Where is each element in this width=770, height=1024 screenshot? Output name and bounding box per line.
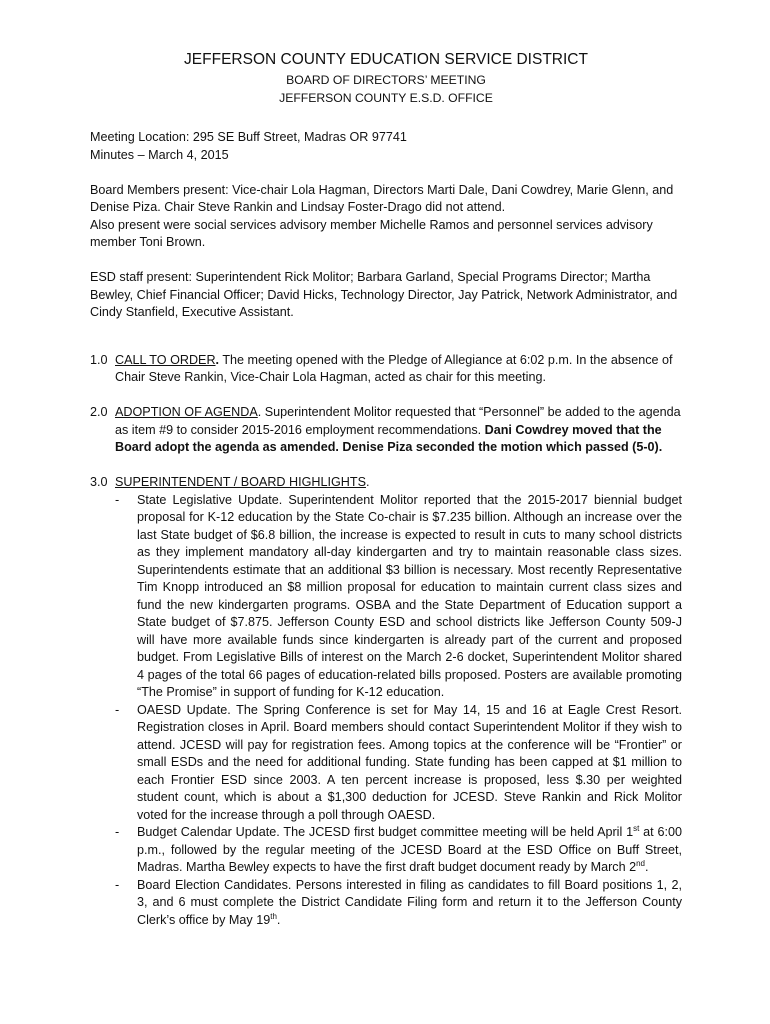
section-call-to-order (90, 352, 682, 387)
meeting-location: Meeting Location: 295 SE Buff Street, Madras OR 97741 (90, 130, 407, 144)
bullet-dash: - (115, 877, 120, 892)
bullet-dash: - (115, 492, 120, 507)
meeting-venue: JEFFERSON COUNTY E.S.D. OFFICE (279, 90, 493, 105)
oaesd-update-text: OAESD Update. The Spring Conference is set for May 14, 15 and 16 at Eagle Crest Resort. Registration closes in April. Board members should contact Superintendent Molitor if they wish to attend. JCESD will pay for registration fees. Among topics at the conference will be “Frontier” or small ESDs and the need for additional funding. State funding has been capped at $1 million to each Frontier ESD since 2003. A ten percent increase is proposed, less $.30 per weighted student count, which is about a $1,300 deduction for JCESD. Steve Rankin and Rick Molitor voted for the increase through a poll through OAESD. (137, 702, 682, 822)
ordinal-suffix: th (270, 911, 277, 921)
budget-calendar-part: at 6:00 p.m., followed by the regular meeting of the JCESD Board at the ESD Office on Buff Street, Madras. Martha Bewley expects to have the first draft budget document ready by March 2 (137, 825, 682, 874)
section-number: 2.0 (90, 405, 108, 419)
section-number: 1.0 (90, 352, 108, 367)
district-title: JEFFERSON COUNTY EDUCATION SERVICE DISTRICT (184, 51, 588, 68)
document-header (90, 50, 682, 107)
board-election-part: . (276, 912, 281, 927)
heading-punct: . (365, 475, 370, 489)
section-superintendent-highlights (90, 474, 682, 492)
section-text: . Superintendent Molitor requested that “Personnel” be added to the agenda as item #9 to consider 2015-2016 employment recommendations. (115, 405, 681, 437)
list-item (90, 824, 682, 877)
board-members-present: Board Members present: Vice-chair Lola Hagman, Directors Marti Dale, Dani Cowdrey, Marie Glenn, and Denise Piza. Chair Steve Rankin and Lindsay Foster-Drago did not attend. (90, 182, 674, 214)
bullet-dash: - (115, 825, 120, 839)
meeting-subtitle: BOARD OF DIRECTORS’ MEETING (286, 73, 486, 87)
ordinal-suffix: st (633, 823, 640, 833)
budget-calendar-part: Budget Calendar Update. The JCESD first budget committee meeting will be held April 1 (137, 825, 634, 839)
list-item (90, 492, 682, 702)
staff-present: ESD staff present: Superintendent Rick Molitor; Barbara Garland, Special Programs Director; Martha Bewley, Chief Financial Officer; David Hicks, Technology Director, Jay Patrick, Network Administrator, and Cindy Stanfield, Executive Assistant. (90, 270, 678, 319)
list-item (90, 877, 682, 930)
budget-calendar-part: . (645, 860, 649, 874)
list-item (90, 702, 682, 825)
board-election-text (137, 877, 682, 930)
section-heading: ADOPTION OF AGENDA (115, 405, 258, 419)
section-heading: CALL TO ORDER (115, 352, 216, 367)
minutes-date: Minutes – March 4, 2015 (90, 147, 229, 162)
section-text: The meeting opened with the Pledge of Allegiance at 6:02 p.m. In the absence of Chair Steve Rankin, Vice-Chair Lola Hagman, acted as chair for this meeting. (115, 352, 673, 384)
highlights-list (90, 492, 682, 930)
section-heading: SUPERINTENDENT / BOARD HIGHLIGHTS (115, 475, 366, 489)
bullet-dash: - (115, 702, 120, 717)
board-election-part: Board Election Candidates. Persons interested in filing as candidates to fill Board positions 1, 2, 3, and 6 must complete the District Candidate Filing form and return it to the Jefferson County Clerk’s office by May 19 (137, 877, 682, 927)
motion-text: Dani Cowdrey moved that the Board adopt the agenda as amended. Denise Piza seconded the motion which passed (5-0). (115, 422, 663, 454)
legislative-update-text: State Legislative Update. Superintendent Molitor reported that the 2015-2017 biennial budget proposal for K-12 education by the State Co-chair is $7.235 billion. Although an increase over the last State budget of $6.8 billion, the increase is expected to result in cuts to many school districts as they implement mandatory all-day kindergarten and try to maintain reasonable class sizes. Superintendents estimate that an additional $3 billion is necessary. Most recently Representative Tim Knopp introduced an $8 million proposal for education to maintain current class sizes and fund the new kindergarten programs. OSBA and the State Department of Education support a State budget of $7.875. Jefferson County ESD and school districts like Jefferson County 509-J will have more available funds since kindergarten is already part of the current and proposed budget. From Legislative Bills of interest on the March 2-6 docket, Superintendent Molitor shared 4 pages of the total 66 pages of education-related bills proposed. Posters are available promoting “The Promise” in support of funding for K-12 education. (137, 492, 682, 699)
also-present: Also present were social services advisory member Michelle Ramos and personnel services advisory member Toni Brown. (90, 217, 653, 249)
ordinal-suffix: nd (636, 858, 646, 868)
section-number: 3.0 (90, 475, 108, 489)
heading-punct: . (215, 352, 220, 367)
section-adoption-of-agenda (90, 404, 682, 457)
budget-calendar-text (137, 824, 682, 877)
